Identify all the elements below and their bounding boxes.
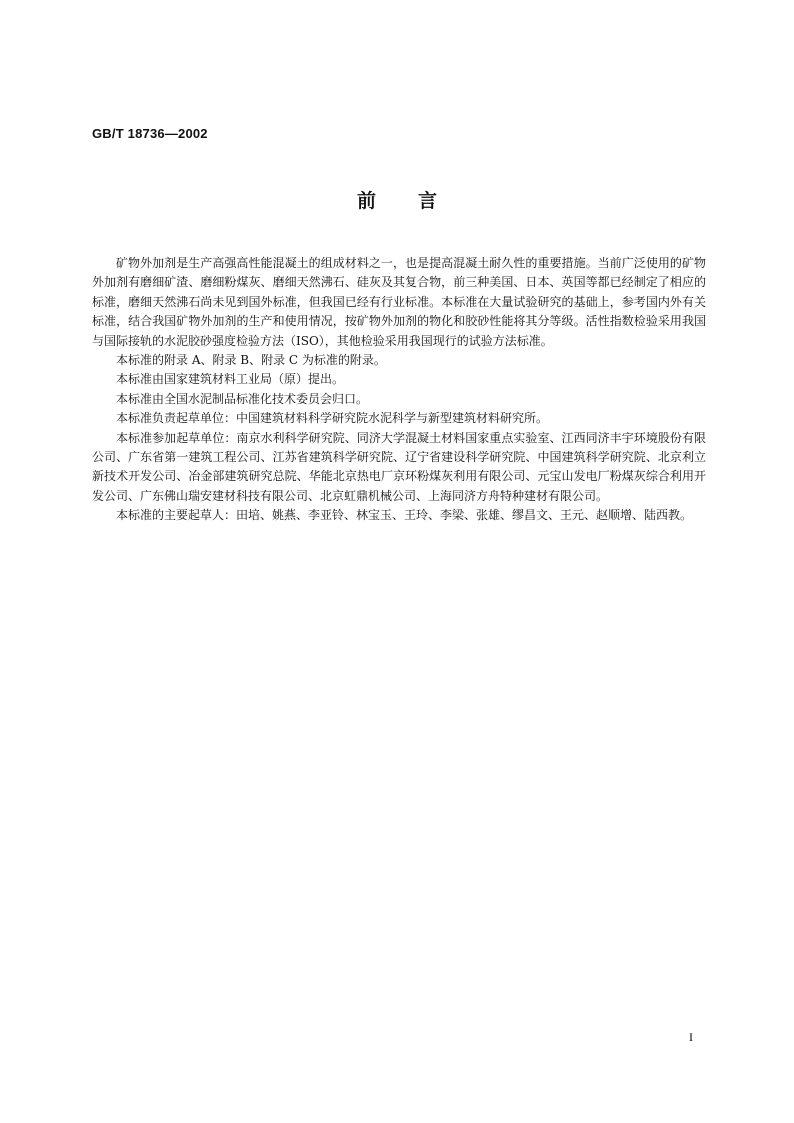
paragraph-intro: 矿物外加剂是生产高强高性能混凝土的组成材料之一，也是提高混凝土耐久性的重要措施。当前广泛使用的矿物外加剂有磨细矿渣、磨细粉煤灰、磨细天然沸石、硅灰及其复合物，前三种美国、日本、英国等都已经制定了相应的标准，磨细天然沸石尚未见到国外标准，但我国已经有行业标准。本标准在大量试验研究的基础上，参考国内外有关标准，结合我国矿物外加剂的生产和使用情况，按矿物外加剂的物化和胶砂性能将其分等级。活性指数检验采用我国与国际接轨的水泥胶砂强度检验方法（ISO），其他检验采用我国现行的试验方法标准。 bbox=[92, 256, 706, 348]
foreword-body bbox=[92, 254, 706, 526]
paragraph-appendix: 本标准的附录 A、附录 B、附录 C 为标准的附录。 bbox=[116, 353, 386, 368]
paragraph-lead-drafter: 本标准负责起草单位：中国建筑材料科学研究院水泥科学与新型建筑材料研究所。 bbox=[116, 411, 549, 426]
paragraph-main-drafters: 本标准的主要起草人：田培、姚燕、李亚铃、林宝玉、王玲、李梁、张雄、缪昌文、王元、赵顺增、陆西教。 bbox=[116, 508, 693, 523]
paragraph-participating-drafters: 本标准参加起草单位：南京水利科学研究院、同济大学混凝土材料国家重点实验室、江西同济丰宇环境股份有限公司、广东省第一建筑工程公司、江苏省建筑科学研究院、辽宁省建设科学研究院、中国建筑科学研究院、北京利立新技术开发公司、冶金部建筑研究总院、华能北京热电厂京环粉煤灰利用有限公司、元宝山发电厂粉煤灰综合利用开发公司、广东佛山瑞安建材科技有限公司、北京虹鼎机械公司、上海同济方舟特种建材有限公司。 bbox=[92, 430, 706, 503]
section-title: 前言 bbox=[356, 190, 479, 212]
standard-code: GB/T 18736—2002 bbox=[92, 126, 208, 141]
page-number: I bbox=[689, 1030, 693, 1044]
paragraph-proposer: 本标准由国家建筑材料工业局（原）提出。 bbox=[116, 372, 345, 387]
paragraph-committee: 本标准由全国水泥制品标准化技术委员会归口。 bbox=[116, 391, 369, 406]
